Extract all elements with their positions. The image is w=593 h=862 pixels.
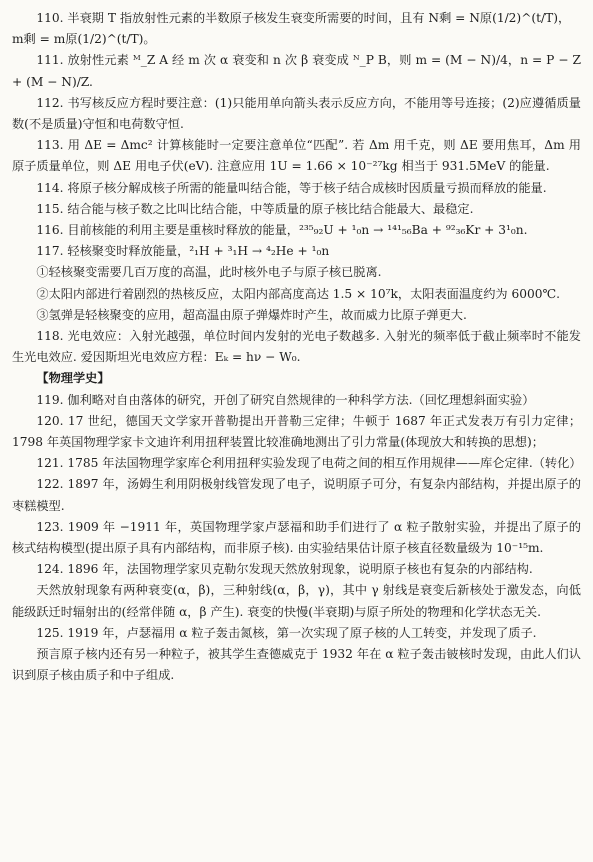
item-115: 115. 结合能与核子数之比叫比结合能，中等质量的原子核比结合能最大、最稳定. <box>36 201 474 216</box>
item-117: 117. 轻核聚变时释放能量，²₁H + ³₁H → ⁴₂He + ¹₀n <box>36 244 330 259</box>
item-120: 120. 17 世纪，德国天文学家开普勒提出开普勒三定律；牛顿于 1687 年正式发表万有引力定律；1798 年英国物理学家卡文迪许利用扭秤装置比较准确地测出了引力常量(体现放大和转换的思想)； <box>12 413 581 450</box>
item-123: 123. 1909 年 −1911 年，英国物理学家卢瑟福和助手们进行了 α 粒子散射实验，并提出了原子的核式结构模型(提出原子具有内部结构，而非原子核). 由实验结果估计原子核直径数量级为 10⁻¹⁵m. <box>12 519 581 556</box>
item-125: 125. 1919 年，卢瑟福用 α 粒子轰击氮核，第一次实现了原子核的人工转变，并发现了质子. <box>36 625 537 640</box>
item-117-point-1: ①轻核聚变需要几百万度的高温，此时核外电子与原子核已脱离. <box>36 265 382 280</box>
item-119: 119. 伽利略对自由落体的研究，开创了研究自然规律的一种科学方法.（回忆理想斜面实验） <box>36 392 535 407</box>
item-114: 114. 将原子核分解成核子所需的能量叫结合能，等于核子结合成核时因质量亏损而释放的能量. <box>36 180 547 195</box>
item-117-point-2: ②太阳内部进行着剧烈的热核反应，太阳内部高度高达 1.5 × 10⁷k，太阳表面温度约为 6000℃. <box>36 286 560 301</box>
item-124-cont: 天然放射现象有两种衰变(α，β)，三种射线(α，β，γ)，其中 γ 射线是衰变后新核处于激发态，向低能级跃迁时辐射出的(经常伴随 α，β 产生). 衰变的快慢(半衰期)与原子所处的物理和化学状态无关. <box>12 583 581 619</box>
item-110: 110. 半衰期 T 指放射性元素的半数原子核发生衰变所需要的时间，且有 N剩 = N原(1/2)^(t/T)， <box>36 11 571 25</box>
item-118: 118. 光电效应：入射光越强，单位时间内发射的光电子数越多. 入射光的频率低于截止频率时不能发生光电效应. 爱因斯坦光电效应方程：Eₖ = hν − W₀. <box>12 329 581 365</box>
item-110-cont: m剩 = m原(1/2)^(t/T)。 <box>12 32 156 47</box>
item-121: 121. 1785 年法国物理学家库仑利用扭秤实验发现了电荷之间的相互作用规律——库仑定律.（转化） <box>36 456 582 471</box>
item-117-point-3: ③氢弹是轻核聚变的应用，超高温由原子弹爆炸时产生，故而威力比原子弹更大. <box>36 307 467 322</box>
item-111: 111. 放射性元素 ᴹ_Z A 经 m 次 α 衰变和 n 次 β 衰变成 ᴺ_P B，则 m = (M − N)/4，n = P − Z + (M − N)/Z. <box>12 53 581 89</box>
item-113: 113. 用 ΔE = Δmc² 计算核能时一定要注意单位“匹配”. 若 Δm 用千克，则 ΔE 要用焦耳，Δm 用原子质量单位，则 ΔE 用电子伏(eV). 注意应用 1U = 1.66 × 10⁻²⁷kg 相当于 931.5MeV 的能量. <box>12 138 581 174</box>
item-125-cont: 预言原子核内还有另一种粒子，被其学生查德威克于 1932 年在 α 粒子轰击铍核时发现，由此人们认识到原子核由质子和中子组成. <box>12 647 581 683</box>
item-116: 116. 目前核能的利用主要是重核时释放的能量，²³⁵₉₂U + ¹₀n → ¹⁴¹₅₆Ba + ⁹²₃₆Kr + 3¹₀n. <box>36 223 528 238</box>
item-122: 122. 1897 年，汤姆生利用阴极射线管发现了电子，说明原子可分，有复杂内部结构，并提出原子的枣糕模型. <box>12 477 581 513</box>
section-heading-physics-history: 【物理学史】 <box>36 371 110 386</box>
item-112: 112. 书写核反应方程时要注意：(1)只能用单向箭头表示反应方向，不能用等号连接；(2)应遵循质量数(不是质量)守恒和电荷数守恒. <box>12 95 581 132</box>
item-124: 124. 1896 年，法国物理学家贝克勒尔发现天然放射现象，说明原子核也有复杂的内部结构. <box>36 562 533 577</box>
